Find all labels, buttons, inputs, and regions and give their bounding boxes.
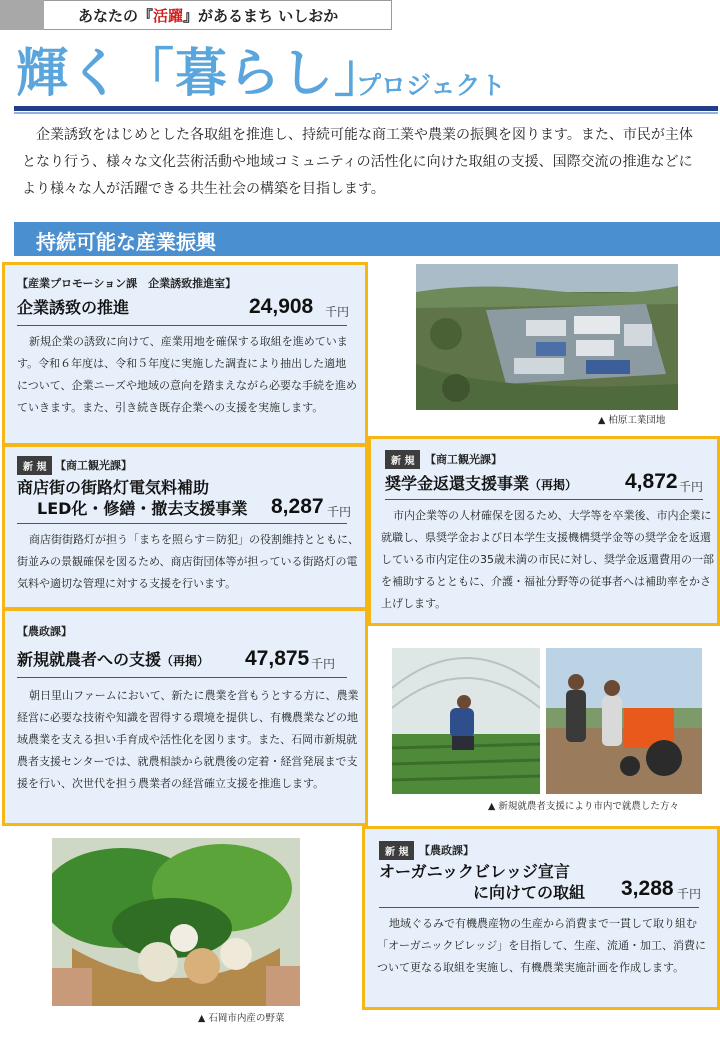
card-amount: 24,908 bbox=[249, 295, 314, 318]
page-title: 輝く「暮らし」 bbox=[16, 44, 388, 104]
card-street-lights bbox=[2, 444, 368, 610]
card-unit: 千円 bbox=[325, 305, 350, 319]
card-dept: 【商工観光課】 bbox=[55, 459, 132, 472]
title-divider-light bbox=[14, 112, 718, 114]
card-divider bbox=[385, 499, 703, 500]
card-title-line1: オーガニックビレッジ宣言 bbox=[379, 862, 570, 881]
intro-text: 企業誘致をはじめとした各取組を推進し、持続可能な商工業や農業の振興を図ります。また、市民が主体となり行う、様々な文化芸術活動や地域コミュニティの活性化に向けた取組の支援、国際交流の推進などにより様々な人が活躍できる共生社会の構築を目指します。 bbox=[22, 127, 693, 197]
card-dept: 【農政課】 bbox=[419, 844, 474, 857]
card-body: 新規企業の誘致に向けて、産業用地を確保する取組を進めています。令和６年度は、令和５年度に実施した調査により抽出した適地について、企業ニーズや地域の意向を踏まえながら必要な手続を進めていきます。また、引き続き既存企業への支援を実施します。 bbox=[17, 335, 358, 414]
card-divider bbox=[17, 325, 347, 326]
tagline-tab bbox=[0, 0, 44, 30]
card-organic-village bbox=[362, 826, 720, 1010]
card-dept: 【産業プロモーション課 企業誘致推進室】 bbox=[17, 277, 237, 290]
vegetables-photo bbox=[52, 838, 300, 1006]
card-title-note: （再掲） bbox=[161, 654, 210, 668]
card-title-line2: LED化・修繕・撤去支援事業 bbox=[37, 499, 248, 518]
title-divider bbox=[14, 106, 718, 111]
card-title-line1: 商店街の街路灯電気料補助 bbox=[17, 478, 210, 497]
card-divider bbox=[17, 677, 347, 678]
card-unit: 千円 bbox=[327, 505, 352, 519]
card-amount: 8,287 bbox=[271, 495, 324, 518]
card-unit: 千円 bbox=[311, 657, 336, 671]
card-title: 企業誘致の推進 bbox=[17, 298, 130, 317]
card-body: 地域ぐるみで有機農産物の生産から消費まで一貫して取り組む「オーガニックビレッジ」を目指して、生産、流通・加工、消費について更なる取組を実施し、有機農業実施計画を作成します。 bbox=[377, 917, 707, 974]
card-unit: 千円 bbox=[679, 480, 704, 494]
new-badge: 新 規 bbox=[379, 841, 414, 860]
industrial-park-caption: ▲ 柏原工業団地 bbox=[598, 415, 666, 426]
industrial-park-photo bbox=[416, 264, 678, 410]
tagline-highlight: 活躍 bbox=[153, 7, 184, 25]
tagline: あなたの『活躍』があるまち いしおか bbox=[78, 7, 339, 25]
card-amount: 4,872 bbox=[625, 470, 678, 493]
card-scholarship-repayment bbox=[368, 436, 720, 626]
card-divider bbox=[379, 907, 699, 908]
section-title: 持続可能な産業振興 bbox=[36, 230, 216, 254]
card-body: 商店街街路灯が担う「まちを照らす＝防犯」の役割維持とともに、街並みの景観確保を図るため、商店街団体等が担っている街路灯の電気料や適切な管理に対する支援を行います。 bbox=[17, 533, 359, 590]
farmers-caption: ▲ 新規就農者支援により市内で就農した方々 bbox=[488, 801, 679, 812]
new-badge: 新 規 bbox=[385, 450, 420, 469]
card-divider bbox=[17, 523, 347, 524]
greenhouse-farmer-photo bbox=[392, 648, 540, 794]
card-company-attraction bbox=[2, 262, 368, 446]
card-title: 奨学金返還支援事業（再掲） bbox=[385, 474, 578, 493]
card-amount: 47,875 bbox=[245, 647, 310, 670]
card-dept: 【農政課】 bbox=[17, 625, 72, 638]
card-new-farmers bbox=[2, 608, 368, 826]
card-amount: 3,288 bbox=[621, 877, 674, 900]
new-badge: 新 規 bbox=[17, 456, 52, 475]
card-body: 朝日里山ファームにおいて、新たに農業を営もうとする方に、農業経営に必要な技術や知識を習得する環境を提供し、有機農業などの地域農業を支える担い手育成や活性化を図ります。また、石岡市新規就農者支援センターでは、就農相談から就農後の定着・経営発展まで支援を行い、次世代を担う農業者の経営確立支援を推進します。 bbox=[17, 689, 359, 790]
card-title: 新規就農者への支援（再掲） bbox=[17, 650, 210, 669]
card-unit: 千円 bbox=[677, 887, 702, 901]
card-body: 市内企業等の人材確保を図るため、大学等を卒業後、市内企業に就職し、県奨学金および日本学生支援機構奨学金等の奨学金を返還している市内定住の35歳未満の市民に対し、奨学金返還費用の一部を補助するとともに、介護・福祉分野等の従事者へは補助率をかさ上げします。 bbox=[381, 509, 714, 610]
card-dept: 【商工観光課】 bbox=[425, 453, 502, 466]
page-subtitle: プロジェクト bbox=[356, 71, 506, 100]
vegetables-caption: ▲ 石岡市内産の野菜 bbox=[198, 1013, 285, 1024]
tractor-farmers-photo bbox=[546, 648, 702, 794]
card-title-note: （再掲） bbox=[529, 478, 578, 492]
card-title-line2: に向けての取組 bbox=[473, 883, 586, 902]
